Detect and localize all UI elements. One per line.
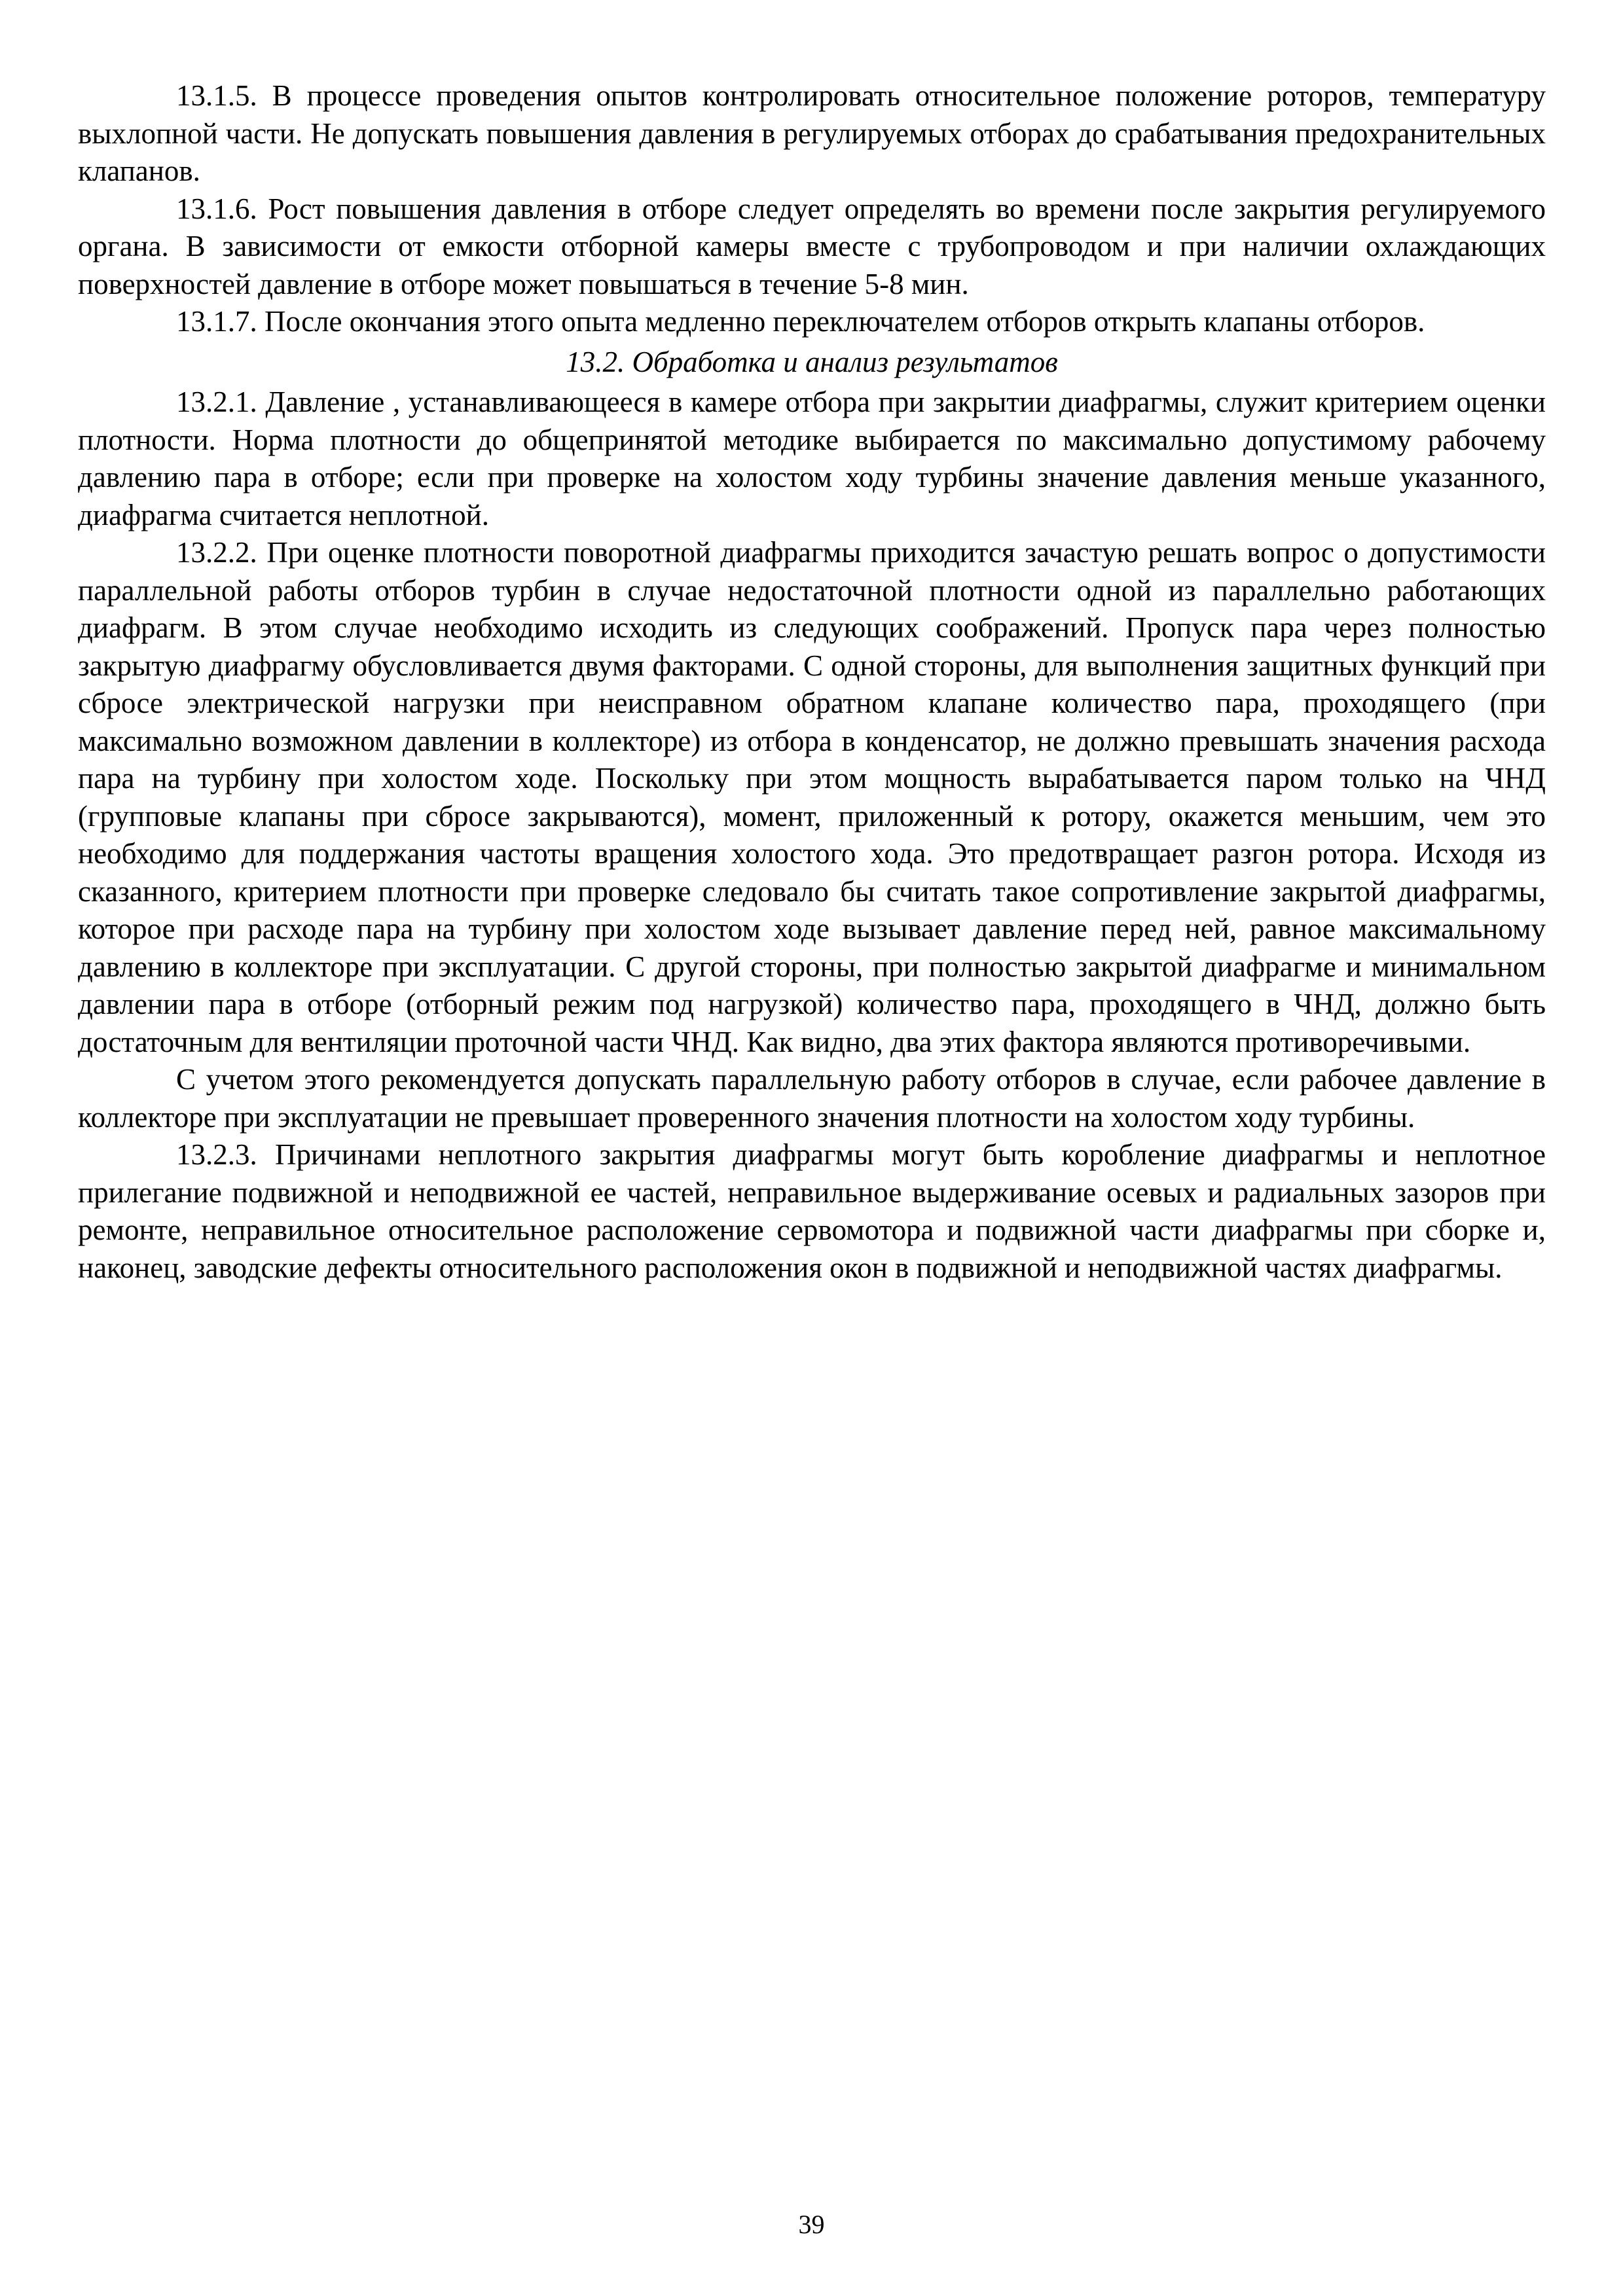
paragraph-13-2-2: 13.2.2. При оценке плотности поворотной диафрагмы приходится зачастую решать вопрос о допустимости параллельной работы отборов турбин в случае недостаточной плотности одной из параллельно работающих диафрагм. В этом случае необходимо исходить из следующих соображений. Пропуск пара через полностью закрытую диафрагму обусловливается двумя факторами. С одной стороны, для выполнения защитных функций при сбросе электрической нагрузки при неисправном обратном клапане количество пара, проходящего (при максимально возможном давлении в коллекторе) из отбора в конденсатор, не должно превышать значения расхода пара на турбину при холостом ходе. Поскольку при этом мощность вырабатывается паром только на ЧНД (групповые клапаны при сбросе закрываются), момент, приложенный к ротору, окажется меньшим, чем это необходимо для поддержания частоты вращения холостого хода. Это предотвращает разгон ротора. Исходя из сказанного, критерием плотности при проверке следовало бы считать такое сопротивление закрытой диафрагмы, которое при расходе пара на турбину при холостом ходе вызывает давление перед ней, равное максимальному давлению в коллекторе при эксплуатации. С другой стороны, при полностью закрытой диафрагме и минимальном давлении пара в отборе (отборный режим под нагрузкой) количество пара, проходящего в ЧНД, должно быть достаточным для вентиляции проточной части ЧНД. Как видно, два этих фактора являются противоречивыми.	[78, 536, 1546, 1058]
paragraph-13-2-3: 13.2.3. Причинами неплотного закрытия диафрагмы могут быть коробление диафрагмы и неплотное прилегание подвижной и неподвижной ее частей, неправильное выдерживание осевых и радиальных зазоров при ремонте, неправильное относительное расположение сервомотора и подвижной части диафрагмы при сборке и, наконец, заводские дефекты относительного расположения окон в подвижной и неподвижной частях диафрагмы.	[78, 1138, 1546, 1284]
page-number: 39	[798, 2210, 825, 2239]
page-body	[78, 77, 1546, 1287]
paragraph-13-1-5: 13.1.5. В процессе проведения опытов контролировать относительное положение роторов, температуру выхлопной части. Не допускать повышения давления в регулируемых отборах до срабатывания предохранительных клапанов.	[78, 79, 1546, 187]
paragraph-13-1-7: 13.1.7. После окончания этого опыта медленно переключателем отборов открыть клапаны отборов.	[176, 305, 1425, 338]
paragraph-13-2-1: 13.2.1. Давление , устанавливающееся в камере отбора при закрытии диафрагмы, служит критерием оценки плотности. Норма плотности до общепринятой методике выбирается по максимально допустимому рабочему давлению пара в отборе; если при проверке на холостом ходу турбины значение давления меньше указанного, диафрагма считается неплотной.	[78, 386, 1546, 531]
paragraph-13-1-6: 13.1.6. Рост повышения давления в отборе следует определять во времени после закрытия регулируемого органа. В зависимости от емкости отборной камеры вместе с трубопроводом и при наличии охлаждающих поверхностей давление в отборе может повышаться в течение 5-8 мин.	[78, 192, 1546, 300]
paragraph-recommendation: С учетом этого рекомендуется допускать параллельную работу отборов в случае, если рабочее давление в коллекторе при эксплуатации не превышает проверенного значения плотности на холостом ходу турбины.	[78, 1063, 1546, 1134]
section-heading-13-2: 13.2. Обработка и анализ результатов	[566, 345, 1058, 378]
